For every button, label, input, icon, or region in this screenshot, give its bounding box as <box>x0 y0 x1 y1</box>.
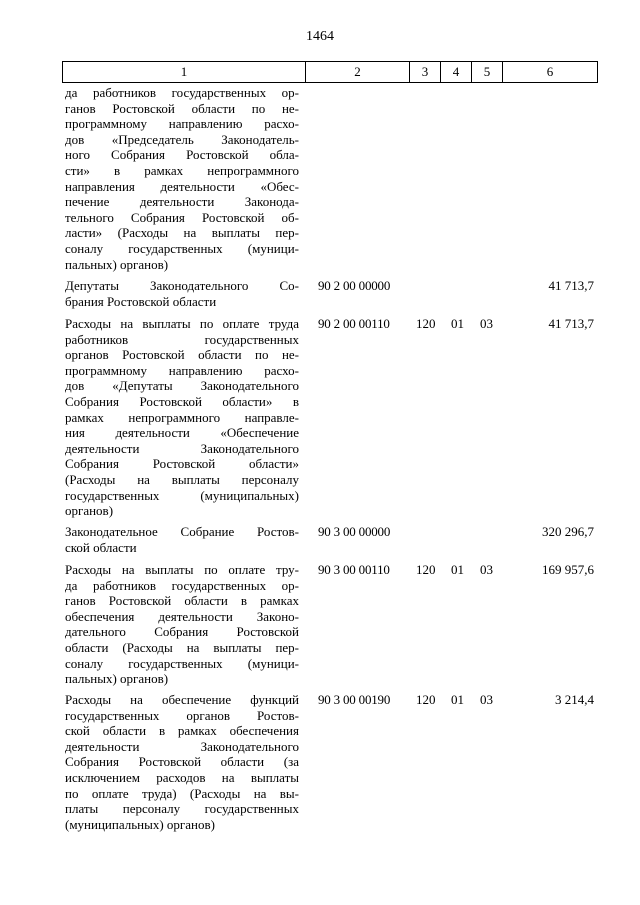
row-section: 01 <box>451 562 464 577</box>
description-line: работников государственных <box>65 331 299 347</box>
row-amount: 41 713,7 <box>548 316 594 331</box>
description-line: государственных органов Ростов- <box>65 707 299 723</box>
description-line: Собрания Ростовской области (за <box>65 754 299 770</box>
description-line: ской области <box>65 539 137 555</box>
description-line: по оплате труда) (Расходы на вы- <box>65 785 299 801</box>
description-line: Расходы на обеспечение функций <box>65 692 299 707</box>
description-line: органов) <box>65 503 114 519</box>
description-line: Расходы на выплаты по оплате тру- <box>65 562 299 577</box>
row-amount: 3 214,4 <box>555 692 594 707</box>
row-description <box>65 316 299 519</box>
description-line: обеспечения деятельности Законо- <box>65 608 299 624</box>
page-number: 1464 <box>306 29 334 44</box>
description-line: ганов Ростовской области по не- <box>65 100 299 116</box>
description-line: Собрания Ростовской области» <box>65 456 299 472</box>
description-line: рамках непрограммного направле- <box>65 409 299 425</box>
description-line: дов «Депутаты Законодательного <box>65 378 299 394</box>
header-col-3: 3 <box>409 62 440 82</box>
row-section: 01 <box>451 692 464 707</box>
row-target-code: 90 2 00 00110 <box>318 316 390 331</box>
description-line: ганов Ростовской области в рамках <box>65 593 299 609</box>
description-line: государственных (муниципальных) <box>65 487 299 503</box>
description-line: (Расходы на выплаты персоналу <box>65 471 299 487</box>
description-line: сти» в рамках непрограммного <box>65 162 299 178</box>
description-line: тельного Собрания Ростовской об- <box>65 209 299 225</box>
description-line: Депутаты Законодательного Со- <box>65 278 299 293</box>
row-section: 01 <box>451 316 464 331</box>
row-description <box>65 85 299 272</box>
row-target-code: 90 3 00 00110 <box>318 562 390 577</box>
row-description <box>65 278 299 309</box>
description-line: дов «Председатель Законодатель- <box>65 131 299 147</box>
table-header <box>62 61 598 83</box>
row-description <box>65 692 299 832</box>
description-line: Собрания Ростовской области» в <box>65 393 299 409</box>
description-line: дательного Собрания Ростовской <box>65 624 299 640</box>
description-line: ного Собрания Ростовской обла- <box>65 147 299 163</box>
row-description <box>65 562 299 687</box>
description-line: пальных) органов) <box>65 256 169 272</box>
row-amount: 41 713,7 <box>548 278 594 293</box>
description-line: брания Ростовской области <box>65 293 217 309</box>
description-line: деятельности Законодательного <box>65 440 299 456</box>
description-line: направления деятельности «Обес- <box>65 178 299 194</box>
row-target-code: 90 3 00 00190 <box>318 692 391 707</box>
description-line: платы персоналу государственных <box>65 801 299 817</box>
description-line: ния деятельности «Обеспечение <box>65 425 299 441</box>
header-col-4: 4 <box>440 62 471 82</box>
header-col-1: 1 <box>62 62 305 82</box>
description-line: соналу государственных (муници- <box>65 655 299 671</box>
row-subsection: 03 <box>480 692 493 707</box>
row-expense-type: 120 <box>416 316 436 331</box>
row-subsection: 03 <box>480 562 493 577</box>
row-expense-type: 120 <box>416 692 436 707</box>
row-amount: 320 296,7 <box>542 524 594 539</box>
description-line: области (Расходы на выплаты пер- <box>65 639 299 655</box>
description-line: программному направлению расхо- <box>65 362 299 378</box>
description-line: Законодательное Собрание Ростов- <box>65 524 299 539</box>
description-line: ласти» (Расходы на выплаты пер- <box>65 225 299 241</box>
header-col-5: 5 <box>471 62 502 82</box>
description-line: исключением расходов на выплаты <box>65 769 299 785</box>
header-col-6: 6 <box>502 62 598 82</box>
row-target-code: 90 3 00 00000 <box>318 524 391 539</box>
description-line: (муниципальных) органов) <box>65 816 215 832</box>
description-line: да работников государственных ор- <box>65 577 299 593</box>
description-line: деятельности Законодательного <box>65 738 299 754</box>
description-line: органов Ростовской области по не- <box>65 347 299 363</box>
description-line: да работников государственных ор- <box>65 85 299 100</box>
row-description <box>65 524 299 555</box>
row-target-code: 90 2 00 00000 <box>318 278 391 293</box>
description-line: соналу государственных (муници- <box>65 240 299 256</box>
description-line: программному направлению расхо- <box>65 116 299 132</box>
row-amount: 169 957,6 <box>542 562 594 577</box>
row-subsection: 03 <box>480 316 493 331</box>
description-line: Расходы на выплаты по оплате труда <box>65 316 299 331</box>
row-expense-type: 120 <box>416 562 436 577</box>
description-line: печение деятельности Законода- <box>65 194 299 210</box>
description-line: ской области в рамках обеспечения <box>65 723 299 739</box>
description-line: пальных) органов) <box>65 671 169 687</box>
header-col-2: 2 <box>305 62 409 82</box>
